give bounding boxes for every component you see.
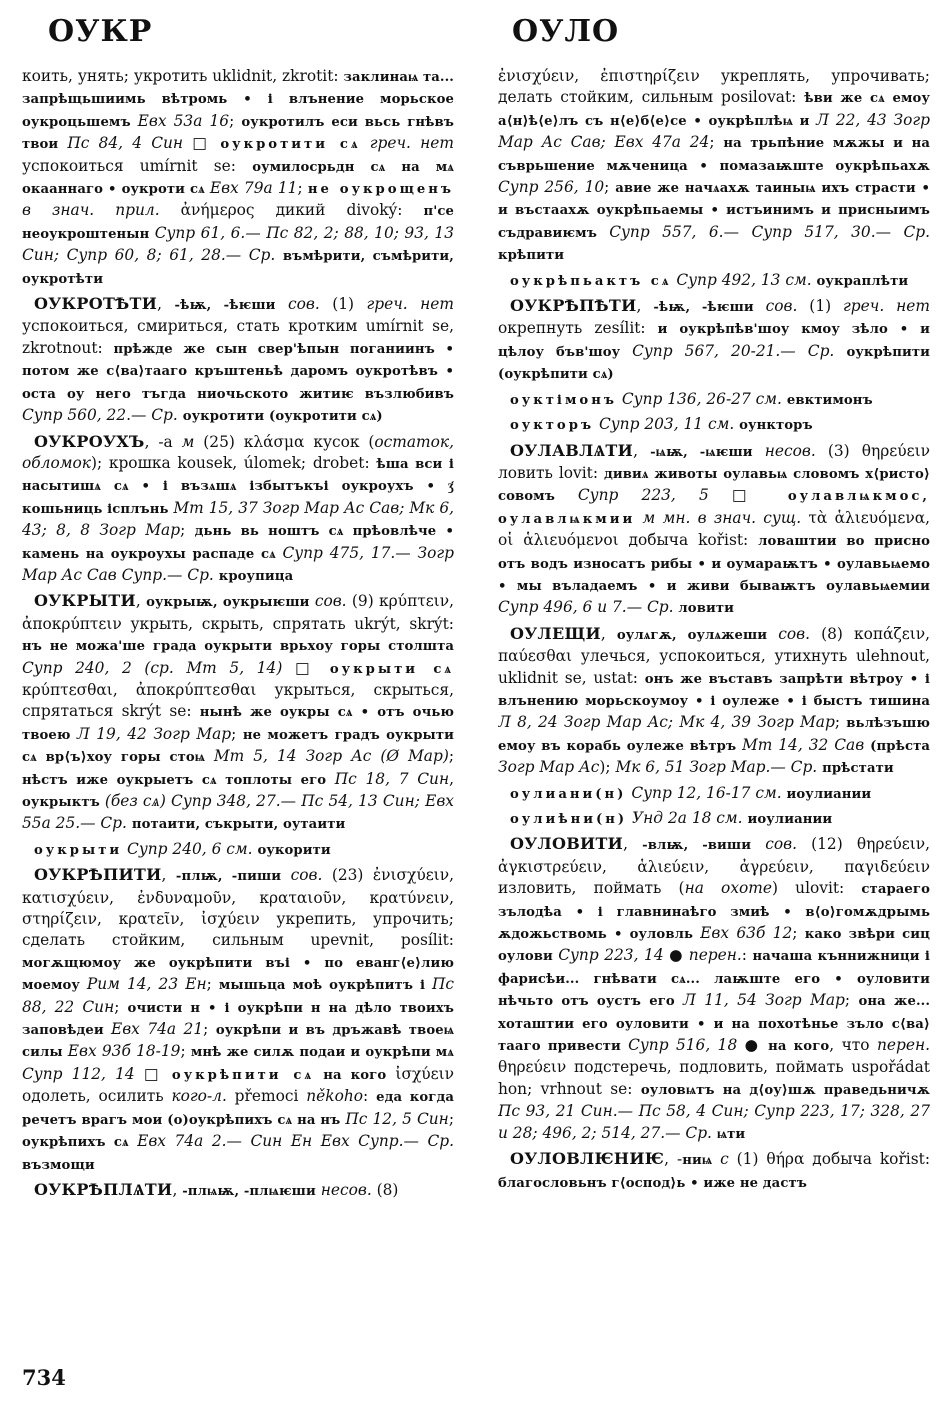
reference-text: Евх 63б 12 — [700, 924, 793, 943]
left-column — [22, 66, 454, 1342]
reference-text: Пс 84, 4 Син — [67, 134, 184, 153]
church-slavonic-text: на кого — [768, 1039, 830, 1055]
entry-text: (8) — [371, 1180, 399, 1199]
reference-text: сов. — [275, 295, 320, 314]
entry-text: окрепнуть zesílit: — [498, 319, 658, 338]
entry-text: , — [633, 441, 651, 460]
dictionary-entry — [22, 431, 454, 588]
church-slavonic-text: авие же начѧахѫ таиныѩ ихъ страсти • и въстаахѫ оукрѣпьаемы • истъинимъ и присныимъ съдравиѥмъ — [498, 181, 930, 241]
entry-text: (25) κλάσμα кусок ( — [194, 432, 375, 451]
reference-text: Супр 240, 6 см. — [122, 839, 253, 858]
right-column — [498, 66, 930, 1342]
entry-text: (1) θήρα добыча kořist: — [728, 1150, 930, 1169]
subentry-word: оулиани(н) — [510, 786, 627, 802]
reference-text: Супр 223, 5 — [577, 486, 709, 505]
dictionary-entry — [498, 833, 930, 1145]
church-slavonic-text: (прѣста — [870, 738, 930, 754]
reference-text: Мт 5, 14 Зогр Ас (Ø Мар) — [213, 747, 449, 766]
entry-text: , — [636, 297, 654, 316]
church-slavonic-text: стараего зълодѣа • і главнинаѣго змиѣ • в⟨о⟩гомѫдрымь ѫдожьствомь • оуловль — [498, 882, 930, 943]
church-slavonic-text: потаити, съкрыти, оутаити — [131, 817, 346, 833]
church-slavonic-text: кроупица — [218, 568, 294, 584]
dictionary-entry — [498, 1148, 930, 1194]
entry-text: (8) κοπάζειν, παύεσθαι улечься, успокоиться, утихнуть ulehnout, uklidnit se, ustat: — [498, 624, 930, 687]
church-slavonic-text: оукрыѭ, оукрыѥши — [146, 595, 310, 611]
dictionary-entry — [22, 839, 454, 861]
reference-text: Пс 18, 7 Син — [334, 769, 450, 788]
entry-text: ; — [231, 724, 243, 743]
entry-text: ) ulovit: — [771, 879, 862, 898]
church-slavonic-text: начаша къннижници і фарисѣи... гнѣвати сѧ... лаѭште его • оуловити нѣчьто отъ оустъ его — [498, 949, 930, 1010]
church-slavonic-text: благословьнъ г⟨оспод⟩ь • иже не дастъ — [498, 1175, 807, 1191]
reference-text: в знач. прил. — [22, 201, 160, 220]
headword: ОУКРЫТИ — [34, 591, 136, 611]
church-slavonic-text: ѣви же сѧ емоу а⟨н⟩ѣ⟨е⟩лъ съ н⟨е⟩б⟨е⟩се • оукрѣплѣѩ и — [498, 91, 930, 129]
entry-text: успокоиться umírnit se: — [22, 156, 253, 175]
entry-text: τὰ ἁλιευόμενα, οἱ ἁλιευόμενοι добыча kořist: — [498, 508, 930, 550]
entry-continuation — [498, 66, 930, 267]
entry-text: , — [161, 866, 176, 885]
subentry-word: оулиѣни(н) — [510, 812, 628, 827]
reference-text: перен. — [688, 946, 742, 965]
reference-text: сов. — [753, 297, 798, 316]
entry-text: , -а — [144, 432, 182, 451]
reference-text: Супр 475, 17.— Зогр Мар Ас Сав Супр.— Ср. — [22, 543, 454, 584]
reference-text: сов. — [751, 835, 797, 854]
church-slavonic-text: на кого — [323, 1067, 387, 1083]
church-slavonic-text: прѣстати — [822, 761, 894, 777]
reference-text: Супр 203, 11 см. — [594, 415, 735, 434]
entry-text: ● — [737, 1036, 769, 1055]
church-slavonic-text: -ѩѭ, -ѩѥши — [650, 444, 753, 460]
church-slavonic-text: оукротити (оукротити сѧ) — [182, 409, 383, 425]
church-slavonic-text: ловаштии во присно отъ водъ износатъ рибы • и оумараѭтъ • оулавьѩемо • мы въладаемъ • и живи бываѭтъ оулавьѩемии — [498, 534, 930, 594]
entry-text: ἀνήμερος дикий divoký: — [159, 201, 424, 220]
church-slavonic-text: оукорити — [257, 842, 331, 858]
reference-text: перен. — [876, 1036, 930, 1055]
entry-text: přemoci — [226, 1087, 307, 1106]
church-slavonic-text: крѣпити — [498, 248, 565, 264]
subentry-word: не оукрощенъ — [307, 182, 454, 198]
headword: ОУЛОВЛѤНИѤ — [510, 1149, 665, 1169]
entry-text: ; — [203, 1020, 216, 1039]
entry-text: ; — [180, 1042, 191, 1061]
entry-text: (9) κρύπτειν, ἀποκρύπτειν укрыть, скрыть, спрятать ukrýt, skrýt: — [22, 592, 454, 633]
entry-text: , - — [664, 1150, 683, 1169]
entry-text: , что — [829, 1036, 877, 1055]
reference-text: Мт 15, 37 Зогр Мар Ас Сав; Мк 6, 43; 8, 8 Зогр Мар — [22, 498, 454, 540]
entry-text: : — [363, 1087, 377, 1106]
church-slavonic-text: иоулиании — [786, 786, 872, 802]
church-slavonic-text: -влѭ, -виши — [642, 838, 752, 854]
reference-text: Л 11, 54 Зогр Мар — [683, 991, 845, 1010]
headword: ОУЛЕЩИ — [510, 623, 601, 643]
entry-text: , — [623, 835, 643, 854]
entry-text: ); — [599, 758, 616, 777]
reference-text: Пс 93, 21 Син.— Пс 58, 4 Син; Супр 223, 17; 328, 27 и 28; 496, 2; 514, 27.— Ср. — [498, 1102, 930, 1142]
entry-text: (12) θηρεύειν, ἀγκιστρεύειν, ἁλιεύειν, ἀγρεύειν, παγιδεύειν изловить, поймать ( — [498, 835, 930, 898]
reference-text: Л 8, 24 Зогр Мар Ас; Мк 4, 39 Зогр Мар — [498, 713, 835, 732]
reference-text: Мт 14, 32 Сав — [741, 735, 865, 754]
headword: ОУКРѢПИТИ — [34, 865, 162, 885]
entry-text: (3) θηρεύειν ловить lovit: — [498, 441, 930, 482]
subentry-word: оукрѣпити сѧ — [171, 1067, 315, 1083]
reference-text: Зогр Мар Ас — [498, 758, 600, 777]
church-slavonic-text: онъ же въставъ запрѣти вѣтроу • і влънению морьскоумоу • і оулеже • і быстъ тишина — [498, 671, 930, 709]
church-slavonic-text: вьлѣзъшю емоу въ корабь оулеже вѣтръ — [498, 716, 930, 754]
church-slavonic-text: на трьпѣние мѫжы и на съврьшение мѫченица • помазаѭште оукрѣпьахѫ — [498, 136, 930, 174]
church-slavonic-text: -ѣѭ, -ѣѥши — [653, 300, 754, 316]
reference-text: сов. — [309, 592, 347, 611]
reference-text: на охоте — [684, 879, 772, 898]
reference-text: Евх 79а 11 — [209, 179, 298, 198]
church-slavonic-text: ниѩ — [682, 1153, 713, 1169]
headword: ОУКРОУХЪ — [34, 431, 145, 451]
church-slavonic-text: како звѣри сиц оулови — [498, 927, 930, 965]
subentry-word: оукрыти сѧ — [329, 661, 454, 677]
entry-text: □ — [134, 1064, 172, 1083]
church-slavonic-text: мышьца моѣ оукрѣпитъ і — [218, 978, 432, 994]
entry-text: ; — [229, 111, 242, 130]
headword: ОУЛАВЛѦТИ — [510, 440, 634, 460]
entry-text: : — [741, 946, 753, 965]
entry-text: ); крошка kousek, úlomek; drobet: — [90, 453, 377, 472]
entry-text: ; — [206, 975, 219, 994]
reference-text: Супр 256, 10 — [498, 178, 605, 197]
entry-text: ; — [297, 179, 308, 198]
entry-text: ; — [604, 178, 616, 197]
reference-text: Супр 560, 22.— Ср. — [22, 406, 178, 425]
reference-text: греч. нет — [360, 134, 454, 153]
subentry-word: оулавлѩкмос, оулавлѩкмии — [498, 489, 930, 527]
entry-text: ; — [844, 991, 859, 1010]
entry-text: ; — [709, 133, 724, 152]
reference-text: Рим 14, 23 Ен — [86, 975, 207, 994]
church-slavonic-text: оумилосрьдн сѧ на мѧ окааннаго • оукроти сѧ — [22, 159, 454, 198]
church-slavonic-text: п'се неоукроштенын — [22, 204, 454, 242]
entry-text: коить, унять; укротить uklidnit, zkrotit: — [22, 67, 344, 85]
subentry-word: оукротити сѧ — [220, 137, 361, 153]
headword: ОУКРОТѢТИ — [34, 294, 158, 314]
entry-text: ἐνισχύειν, ἐπιστηρίζειν укреплять, упрочивать; делать стойким, сильным posilovat: — [498, 67, 930, 107]
church-slavonic-text: оукрѣпити (оукрѣпити сѧ) — [498, 344, 930, 383]
church-slavonic-text: ѩти — [716, 1126, 746, 1142]
page-number: 734 — [22, 1365, 66, 1390]
church-slavonic-text: оукротилъ еси вьсь гнѣвъ твои — [22, 114, 454, 153]
church-slavonic-text: оукрѣпихъ сѧ — [22, 1135, 138, 1151]
entry-text: θηρεύειν подстеречь, подловить, поймать uspořádat hon; vrhnout se: — [498, 1058, 930, 1098]
reference-text: Евх 93б 18-19 — [67, 1042, 181, 1061]
dictionary-entry — [498, 808, 930, 830]
subentry-word: оукрѣпьактъ сѧ — [510, 273, 672, 289]
dictionary-entry — [498, 440, 930, 620]
church-slavonic-text: прѣжде же сын свер'ѣпын поганиинъ • потом же с⟨ва⟩тааго кръштеньѣ даромъ оукротѣвъ • оста оу него тъгда ниочьското житиѥ възлюбивъ — [22, 341, 454, 402]
entry-text: □ — [282, 658, 330, 677]
church-slavonic-text: заклинаѩ та... запрѣщьшиимь вѣтромь • і влънение морьское оукроцьшемъ — [22, 70, 454, 130]
church-slavonic-text: ловити — [678, 601, 734, 617]
reference-text: несов. — [315, 1180, 372, 1199]
entry-text: ; — [792, 924, 805, 943]
church-slavonic-text: нъ не можа'ше града оукрыти врьхоу горы столшта — [22, 639, 454, 655]
reference-text: Л 19, 42 Зогр Мар — [76, 724, 232, 743]
dictionary-entry — [498, 270, 930, 292]
entry-text: ; — [448, 1109, 454, 1128]
reference-text: Евх 74а 2.— Син Ен Евх Супр.— Ср. — [137, 1132, 454, 1151]
church-slavonic-text: иоулиании — [747, 812, 833, 827]
dictionary-entry — [498, 783, 930, 805]
entry-text: , — [449, 769, 454, 788]
reference-text: Унд 2а 18 см. — [627, 809, 743, 827]
dictionary-entry — [22, 590, 454, 835]
dictionary-entry — [22, 1179, 454, 1202]
entry-text: ; — [448, 747, 454, 766]
reference-text: Супр 136, 26-27 см. — [616, 389, 782, 408]
church-slavonic-text: -плѭ, -пиши — [175, 869, 282, 885]
reference-text: греч. нет — [366, 295, 454, 314]
entry-text — [834, 342, 846, 360]
reference-text: кого-л. — [171, 1087, 227, 1106]
entry-text: □ — [183, 134, 221, 153]
reference-text: někoho — [306, 1087, 364, 1106]
entry-text: , — [172, 1180, 183, 1199]
church-slavonic-text: оукрѣпи и въ дръжавѣ твоеѩ силы — [22, 1023, 454, 1061]
reference-text: греч. нет — [843, 297, 930, 316]
church-slavonic-text: она же... хоташтии его оуловити • и на похотѣнье зъло с⟨ва⟩тааго привести — [498, 994, 930, 1055]
headword: ОУЛОВИТИ — [510, 834, 624, 854]
reference-text: Л 22, 43 Зогр Мар Ас Сав; Евх 47а 24 — [498, 110, 930, 152]
church-slavonic-text: -плѩѭ, -плѩѥши — [182, 1183, 316, 1199]
reference-text: Супр 496, 6 и 7.— Ср. — [498, 598, 674, 617]
dictionary-entry — [498, 414, 930, 436]
dictionary-entry — [498, 623, 930, 780]
reference-text: Супр 61, 6.— Пс 82, 2; 88, 10; 93, 13 Син; Супр 60, 8; 61, 28.— Ср. — [22, 223, 454, 265]
reference-text: м — [181, 432, 195, 451]
entry-text — [275, 246, 283, 264]
church-slavonic-text: еда когда речетъ врагъ мои (о)оукрѣпихъ сѧ на нъ — [22, 1090, 454, 1128]
reference-text: Евх 53а 16 — [137, 111, 230, 130]
dictionary-entry — [498, 295, 930, 386]
reference-text: Супр 240, 2 (ср. Мт 5, 14) — [22, 658, 283, 677]
entry-text: ; — [180, 521, 195, 540]
entry-text: ; — [114, 997, 128, 1016]
reference-text: сов. — [281, 866, 323, 885]
reference-text: несов. — [752, 441, 816, 460]
dictionary-entry — [498, 389, 930, 411]
reference-text: Пс 88, 22 Син — [22, 975, 454, 1016]
reference-text: Евх 74а 21 — [110, 1020, 204, 1039]
church-slavonic-text: не можетъ градъ оукрыти сѧ вр⟨ъ⟩хоу горы стоѩ — [22, 727, 454, 766]
church-slavonic-text: нѣстъ иже оукрыетъ сѧ топлоты его — [22, 772, 335, 788]
church-slavonic-text: мнѣ же силѫ подаи и оукрѣпи мѧ — [190, 1045, 454, 1061]
subentry-word: оукрыти — [34, 842, 123, 858]
entry-text: (1) — [797, 297, 844, 316]
subentry-word: оуктімонъ — [510, 392, 617, 408]
entry-continuation — [22, 66, 454, 290]
entry-text: (23) ἐνισχύειν, κατισχύειν, ἐνδυναμοῦν, κραταιοῦν, κρατύνειν, στηρίζειν, κρατεῖν, ἰσχύειν укрепить, упрочить; сделать стойким, сильным upevnit, posílit: — [22, 866, 454, 950]
dictionary-entry — [22, 293, 454, 427]
church-slavonic-text: очисти н • і оукрѣпи н на дѣло твоихъ заповѣдеи — [22, 1000, 454, 1039]
entry-text: успокоиться, смириться, стать кротким umírnit se, zkrotnout: — [22, 317, 454, 357]
running-head-left: ОУКР — [48, 14, 153, 49]
entry-text: ; — [834, 713, 847, 732]
headword: ОУКРѢПѢТИ — [510, 296, 637, 316]
reference-text: Мк 6, 51 Зогр Мар.— Ср. — [615, 758, 818, 777]
subentry-word: оукторъ — [510, 418, 595, 434]
reference-text: Супр 516, 18 — [628, 1036, 738, 1055]
reference-text: с — [712, 1150, 729, 1169]
church-slavonic-text: -ѣѭ, -ѣѥши — [174, 298, 276, 314]
entry-text: ἰσχύειν одолеть, осилить — [22, 1064, 454, 1106]
headword: ОУКРѢПЛѦТИ — [34, 1179, 173, 1199]
church-slavonic-text: оукраплѣти — [816, 273, 909, 289]
church-slavonic-text: евктимонъ — [786, 392, 873, 408]
reference-text: Супр 492, 13 см. — [671, 270, 812, 289]
church-slavonic-text: могѫщюмоу же оукрѣпити въі • по еванг⟨е⟩лию моемоу — [22, 955, 454, 994]
running-head-right: ОУЛО — [512, 14, 620, 49]
church-slavonic-text: оункторъ — [739, 418, 813, 434]
reference-text: сов. — [767, 624, 811, 643]
church-slavonic-text: въмѣрити, съмѣрити, оукротѣти — [22, 249, 454, 287]
reference-text: м мн. в знач. сущ. — [635, 508, 802, 527]
church-slavonic-text: ѣша вси і насытишѧ сѧ • і възѧшѧ ізбытъкъі оукроухъ • ӡ҃ кошьниць ісплънь — [22, 456, 454, 517]
entry-text: ● — [663, 946, 689, 965]
reference-text: Пс 12, 5 Син — [345, 1109, 449, 1128]
church-slavonic-text: и оукрѣпѣв'шоу кмоу зѣло • и цѣлоу бъв'шоу — [498, 322, 930, 360]
church-slavonic-text: възмощи — [22, 1157, 95, 1173]
church-slavonic-text: оулѧгѫ, оулѧжеши — [616, 627, 768, 643]
church-slavonic-text: дивиѧ животы оулавьѩ словомъ х⟨ристо⟩совомъ — [498, 466, 930, 505]
church-slavonic-text: нынѣ же оукры сѧ • отъ очью твоею — [22, 705, 454, 743]
reference-text: Супр 112, 14 — [22, 1064, 135, 1083]
reference-text: (без сѧ) Супр 348, 27.— Пс 54, 13 Син; Евх 55а 25.— Ср. — [22, 792, 454, 833]
dictionary-entry — [22, 864, 454, 1176]
entry-text: , — [600, 624, 617, 643]
reference-text: Супр 223, 14 — [558, 946, 664, 965]
entry-text: , — [135, 592, 147, 611]
reference-text: остаток, обломок — [22, 432, 454, 472]
entry-text: (1) — [319, 295, 367, 314]
entry-text — [314, 1065, 323, 1083]
reference-text: Супр 567, 20-21.— Ср. — [632, 341, 835, 360]
entry-text: □ — [708, 486, 788, 505]
entry-text: κρύπτεσθαι, ἀποκρύπτεσθαι укрыться, скрыться, спрятаться skrýt se: — [22, 680, 454, 721]
reference-text: Супр 12, 16-17 см. — [626, 783, 782, 802]
church-slavonic-text: оукрыктъ — [22, 795, 105, 810]
church-slavonic-text: дьнь вь ноштъ сѧ прѣовлѣче • камень на оукроухы распаде сѧ — [22, 524, 454, 562]
reference-text: Супр 557, 6.— Супр 517, 30.— Ср. — [609, 222, 930, 241]
entry-text: , — [157, 295, 175, 314]
church-slavonic-text: оуловѩтъ на д⟨оу⟩шѫ праведьничѫ — [640, 1082, 930, 1098]
